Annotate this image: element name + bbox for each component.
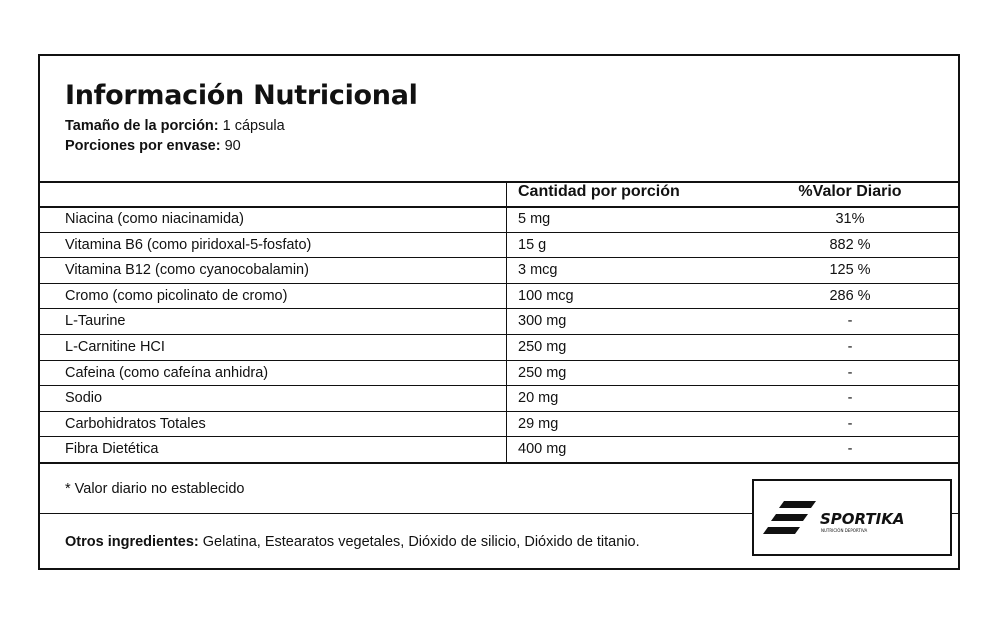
nutrition-facts-panel — [38, 54, 960, 570]
nutrient-name: Cafeina (como cafeína anhidra) — [65, 364, 269, 381]
nutrient-daily-value: - — [847, 415, 853, 432]
nutrient-daily-value: - — [847, 339, 853, 355]
nutrient-amount: 250 mg — [518, 364, 567, 381]
nutrient-amount: 20 mg — [518, 390, 559, 407]
nutrient-daily-value: - — [847, 441, 853, 458]
nutrient-amount: 300 mg — [518, 313, 567, 330]
table-row — [40, 437, 960, 463]
table-row — [40, 207, 960, 233]
sportika-logo-icon — [754, 481, 950, 554]
nutrient-name: Vitamina B6 (como piridoxal-5-fosfato) — [65, 236, 312, 253]
nutrient-daily-value: - — [847, 390, 853, 407]
servings-per-container — [65, 138, 241, 154]
nutrient-name: Carbohidratos Totales — [65, 415, 206, 432]
nutrient-daily-value: 31% — [835, 211, 865, 227]
logo-tagline-text: NUTRICIÓN DEPORTIVA — [821, 528, 868, 533]
nutrient-daily-value: 882 % — [829, 236, 871, 253]
footnote: * Valor diario no establecido — [65, 481, 245, 497]
table-row — [40, 233, 960, 259]
table-row — [40, 335, 960, 361]
table-row — [40, 386, 960, 412]
nutrient-amount: 5 mg — [518, 211, 551, 227]
other-ingredients — [65, 534, 640, 550]
nutrient-amount: 250 mg — [518, 339, 567, 355]
table-row — [40, 412, 960, 438]
servings-label: Porciones por envase: — [65, 138, 221, 154]
nutrient-amount: 400 mg — [518, 441, 567, 458]
logo-brand-text: SPORTIKA — [820, 510, 905, 528]
table-row — [40, 258, 960, 284]
nutrient-amount: 15 g — [518, 236, 547, 253]
nutrient-daily-value: 286 % — [829, 287, 871, 304]
nutrient-name: Niacina (como niacinamida) — [65, 211, 244, 227]
column-header-daily-value: %Valor Diario — [798, 183, 902, 200]
panel-title: Información Nutricional — [65, 80, 418, 111]
nutrient-amount: 100 mcg — [518, 287, 574, 304]
table-row — [40, 361, 960, 387]
servings-value: 90 — [224, 138, 241, 154]
nutrient-name: Vitamina B12 (como cyanocobalamin) — [65, 262, 309, 279]
nutrient-amount: 29 mg — [518, 415, 559, 432]
nutrient-daily-value: - — [847, 313, 853, 330]
nutrient-name: L-Taurine — [65, 313, 126, 330]
column-header-amount: Cantidad por porción — [518, 183, 680, 200]
table-row — [40, 284, 960, 310]
nutrient-daily-value: 125 % — [829, 262, 871, 279]
serving-size-value: 1 cápsula — [222, 118, 285, 134]
nutrient-name: L-Carnitine HCI — [65, 339, 165, 355]
brand-logo-box — [752, 479, 952, 556]
nutrient-name: Sodio — [65, 390, 103, 407]
nutrient-daily-value: - — [847, 364, 853, 381]
table-bottom-rule — [40, 462, 958, 464]
ingredients-value: Gelatina, Estearatos vegetales, Dióxido de silicio, Dióxido de titanio. — [202, 534, 640, 550]
nutrient-name: Fibra Dietética — [65, 441, 159, 458]
serving-size — [65, 118, 285, 134]
nutrient-name: Cromo (como picolinato de cromo) — [65, 287, 288, 304]
nutrient-amount: 3 mcg — [518, 262, 558, 279]
serving-size-label: Tamaño de la porción: — [65, 118, 219, 134]
ingredients-label: Otros ingredientes: — [65, 534, 199, 550]
table-row — [40, 309, 960, 335]
